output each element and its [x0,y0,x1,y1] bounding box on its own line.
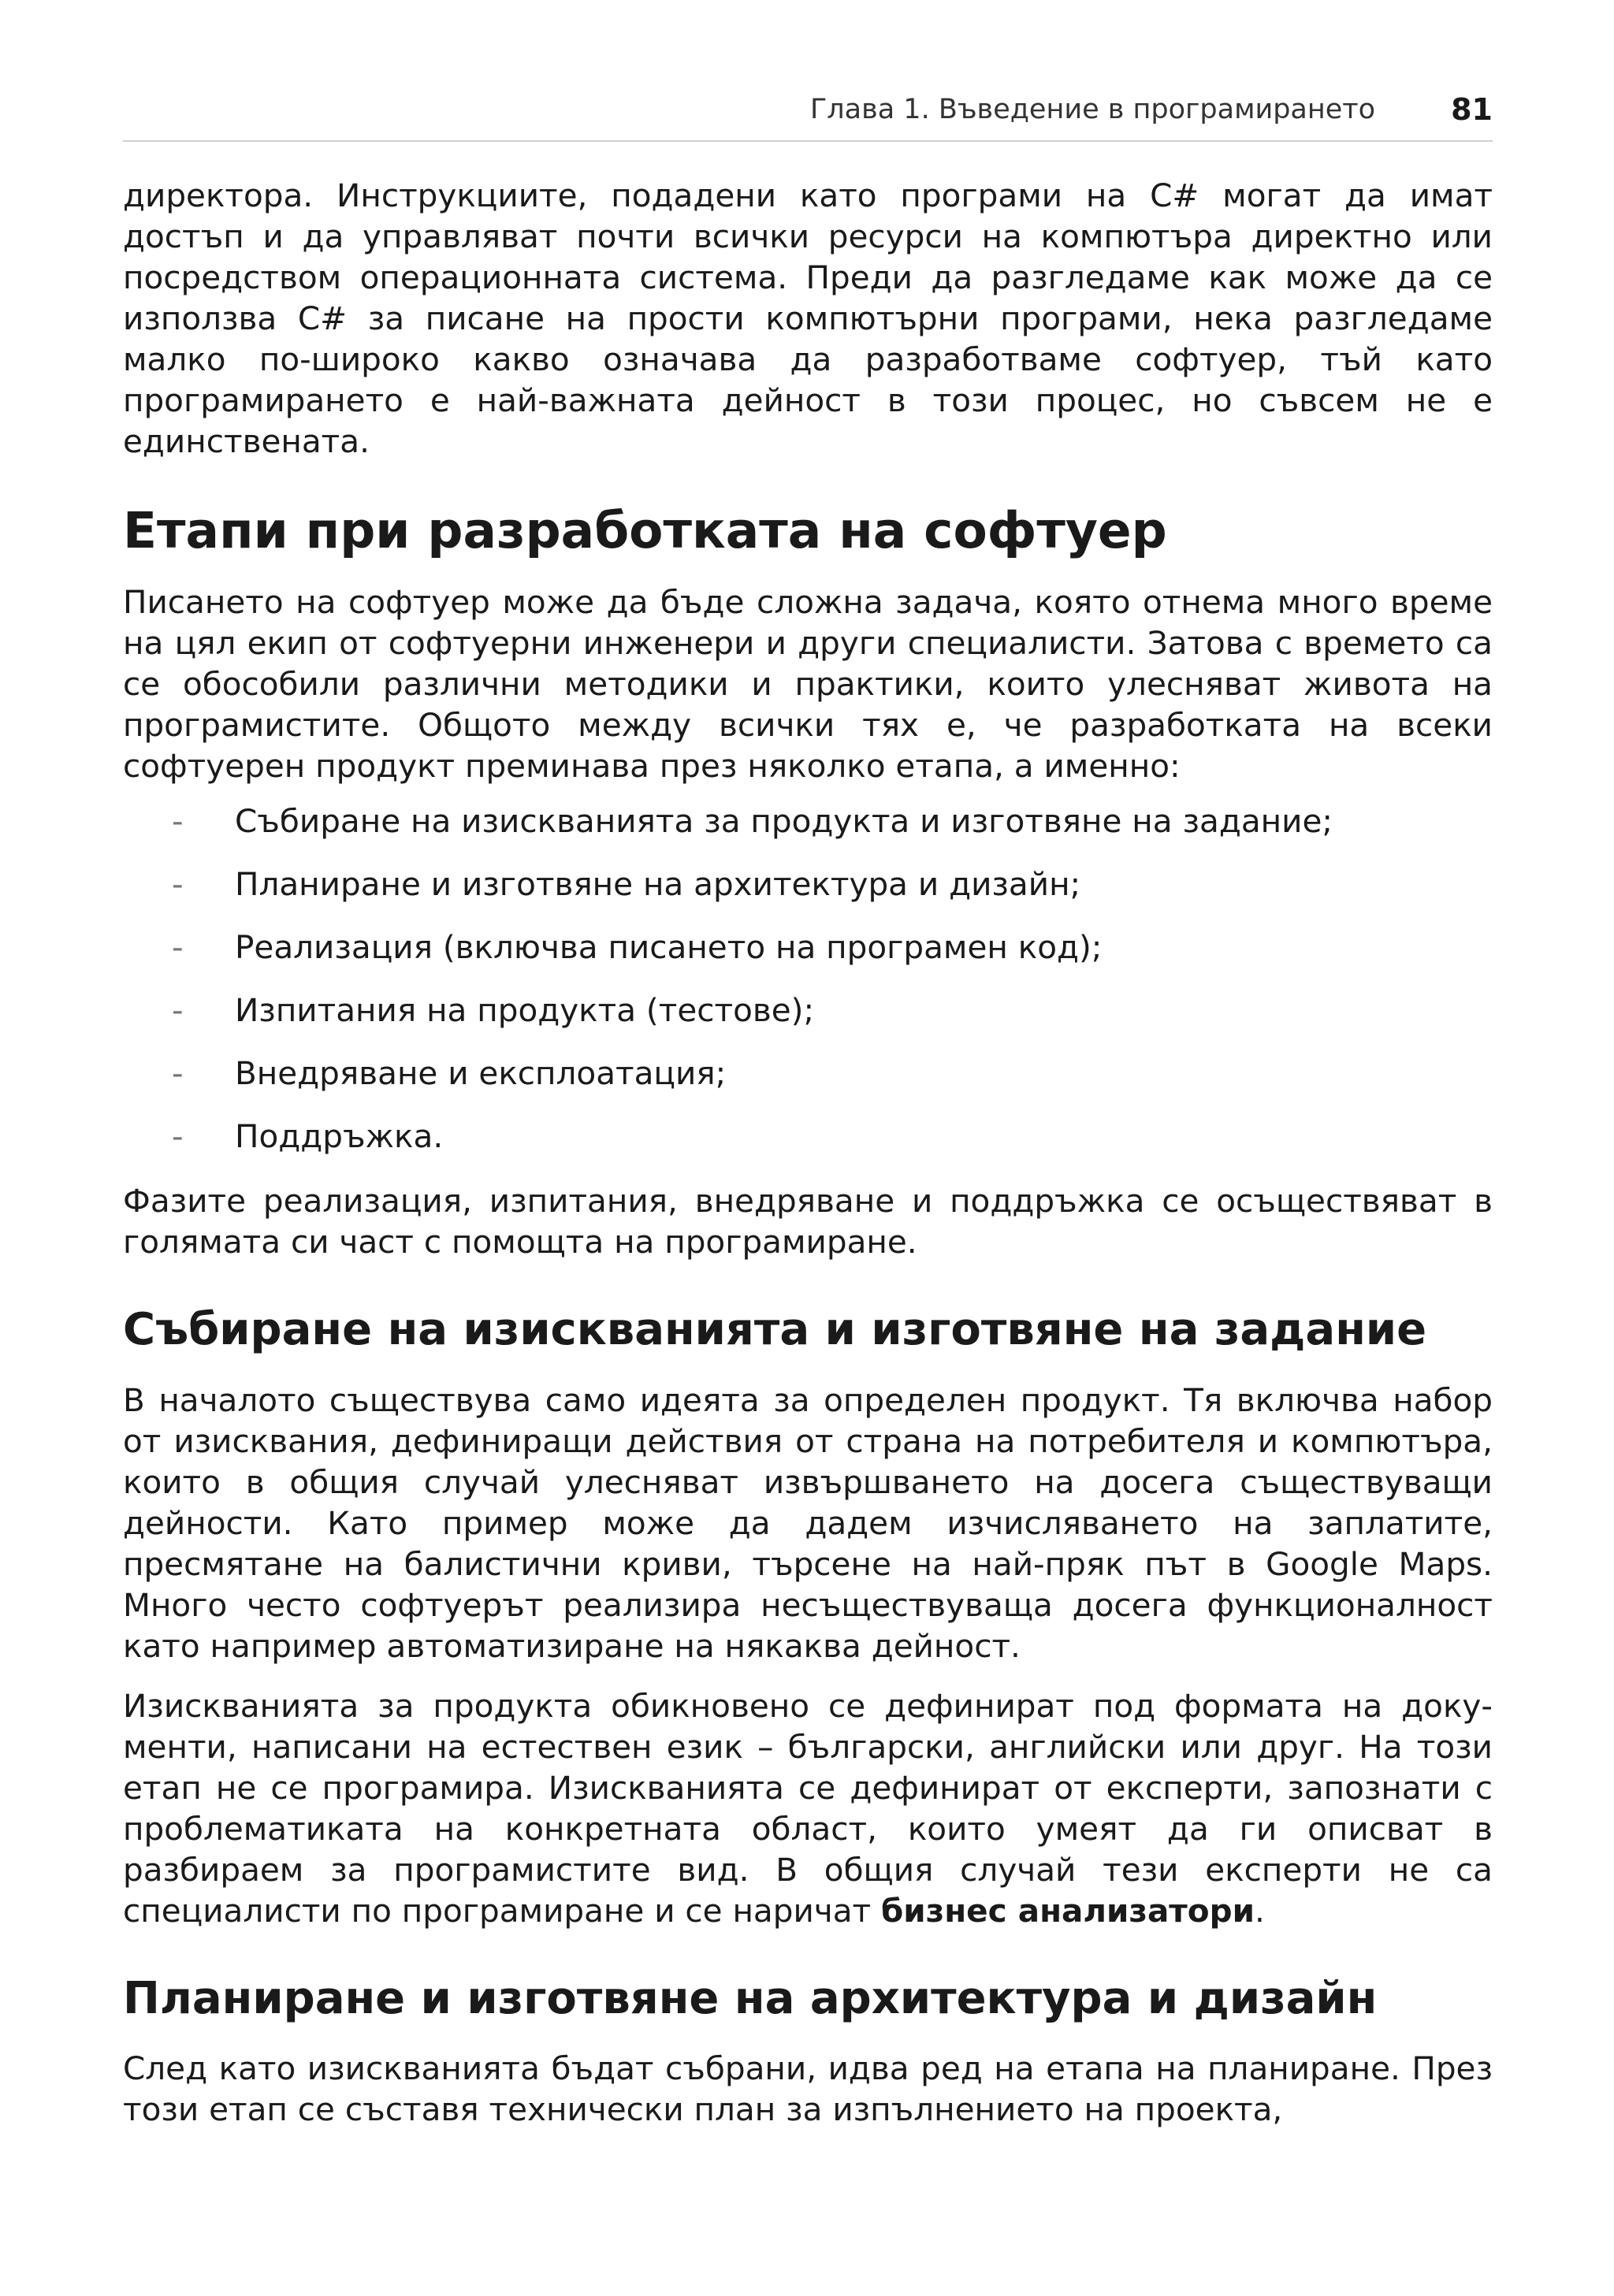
list-item [123,990,1493,1031]
stages-paragraph: Писането на софтуер може да бъде сложна задача, която отнема много време на цял екип от софтуерни инженери и други специалисти. Затова с времето са се обособили различни методики и практики, които улесняват живота на програмистите. Общото между всички тях е, че разработката на всеки софтуерен продукт преминава през няколко етапа, а именно: [123,583,1493,786]
list-dash: - [172,1054,184,1093]
stages-list [123,801,1493,1157]
list-dash: - [172,928,184,967]
requirements-paragraph-2 [123,1685,1493,1931]
requirements-paragraph-2-end: . [1254,1891,1265,1930]
list-dash: - [172,991,184,1030]
list-dash: - [172,1117,184,1156]
list-item-text: Изпитания на продукта (тестове); [235,991,815,1030]
list-item-text: Планиране и изготвяне на архитектура и дизайн; [235,865,1081,904]
stages-closing-paragraph: Фазите реализация, изпитания, внедряване и поддръжка се осъществяват в голямата си част с помощта на програмиране. [123,1182,1493,1261]
list-dash: - [172,865,184,904]
section-heading-architecture: Планиране и изготвяне на архитектура и дизайн [123,1972,1378,2024]
list-item [123,1053,1493,1094]
intro-paragraph: директора. Инструкциите, подадени като програми на C# могат да имат достъп и да управляват почти всички ресурси на компютъра директно или посредством операционната система. Преди да разгледаме как може да се използва C# за писане на прости компютърни програми, нека разгледаме малко по-широко какво означава да разработваме софтуер, тъй като програмирането е най-важната дейност в този процес, но съвсем не е единствената. [123,176,1493,460]
document-page [123,79,1493,2130]
list-item-text: Поддръжка. [235,1117,444,1156]
running-header [123,79,1493,142]
list-dash: - [172,802,184,841]
list-item-text: Внедряване и експлоатация; [235,1054,727,1093]
list-item-text: Реализация (включва писането на програмен код); [235,928,1103,967]
list-item [123,1116,1493,1157]
page-number: 81 [1451,92,1493,127]
section-heading-requirements: Събиране на изискванията и изготвяне на задание [123,1304,1427,1356]
chapter-title: Глава 1. Въведение в програмирането [809,94,1376,125]
bold-term-business-analysts: бизнес анализатори [881,1891,1255,1930]
architecture-paragraph: След като изискванията бъдат събрани, идва ред на етапа на планиране. През този етап се съставя технически план за изпълнението на проекта, [123,2049,1493,2129]
list-item-text: Събиране на изискванията за продукта и изготвяне на задание; [235,802,1333,841]
list-item [123,927,1493,968]
requirements-paragraph-2-text: Изискванията за продукта обикновено се дефинират под формата на документи, написани на естествен език – български, английски или друг. На този етап не се програмира. Изискванията се дефинират от експерти, запознати с проблематиката на конкретната област, които умеят да ги описват в разбираем за програмистите вид. В общия случай тези експерти не са специалисти по програмиране и се наричат [123,1686,1493,1930]
list-item [123,801,1493,841]
list-item [123,864,1493,905]
requirements-paragraph-1: В началото съществува само идеята за определен продукт. Тя включва набор от изисквания, дефиниращи действия от страна на потребителя и компютъра, които в общия случай улесняват извършването на досега съществуващи дейности. Като пример може да дадем изчисляването на заплатите, пресмятане на балистични криви, търсене на най-пряк път в Google Maps. Много често софтуерът реализира несъществуваща досега функционалност като например автоматизиране на някаква дейност. [123,1380,1493,1665]
section-heading-stages: Етапи при разработката на софтуер [123,502,1167,559]
